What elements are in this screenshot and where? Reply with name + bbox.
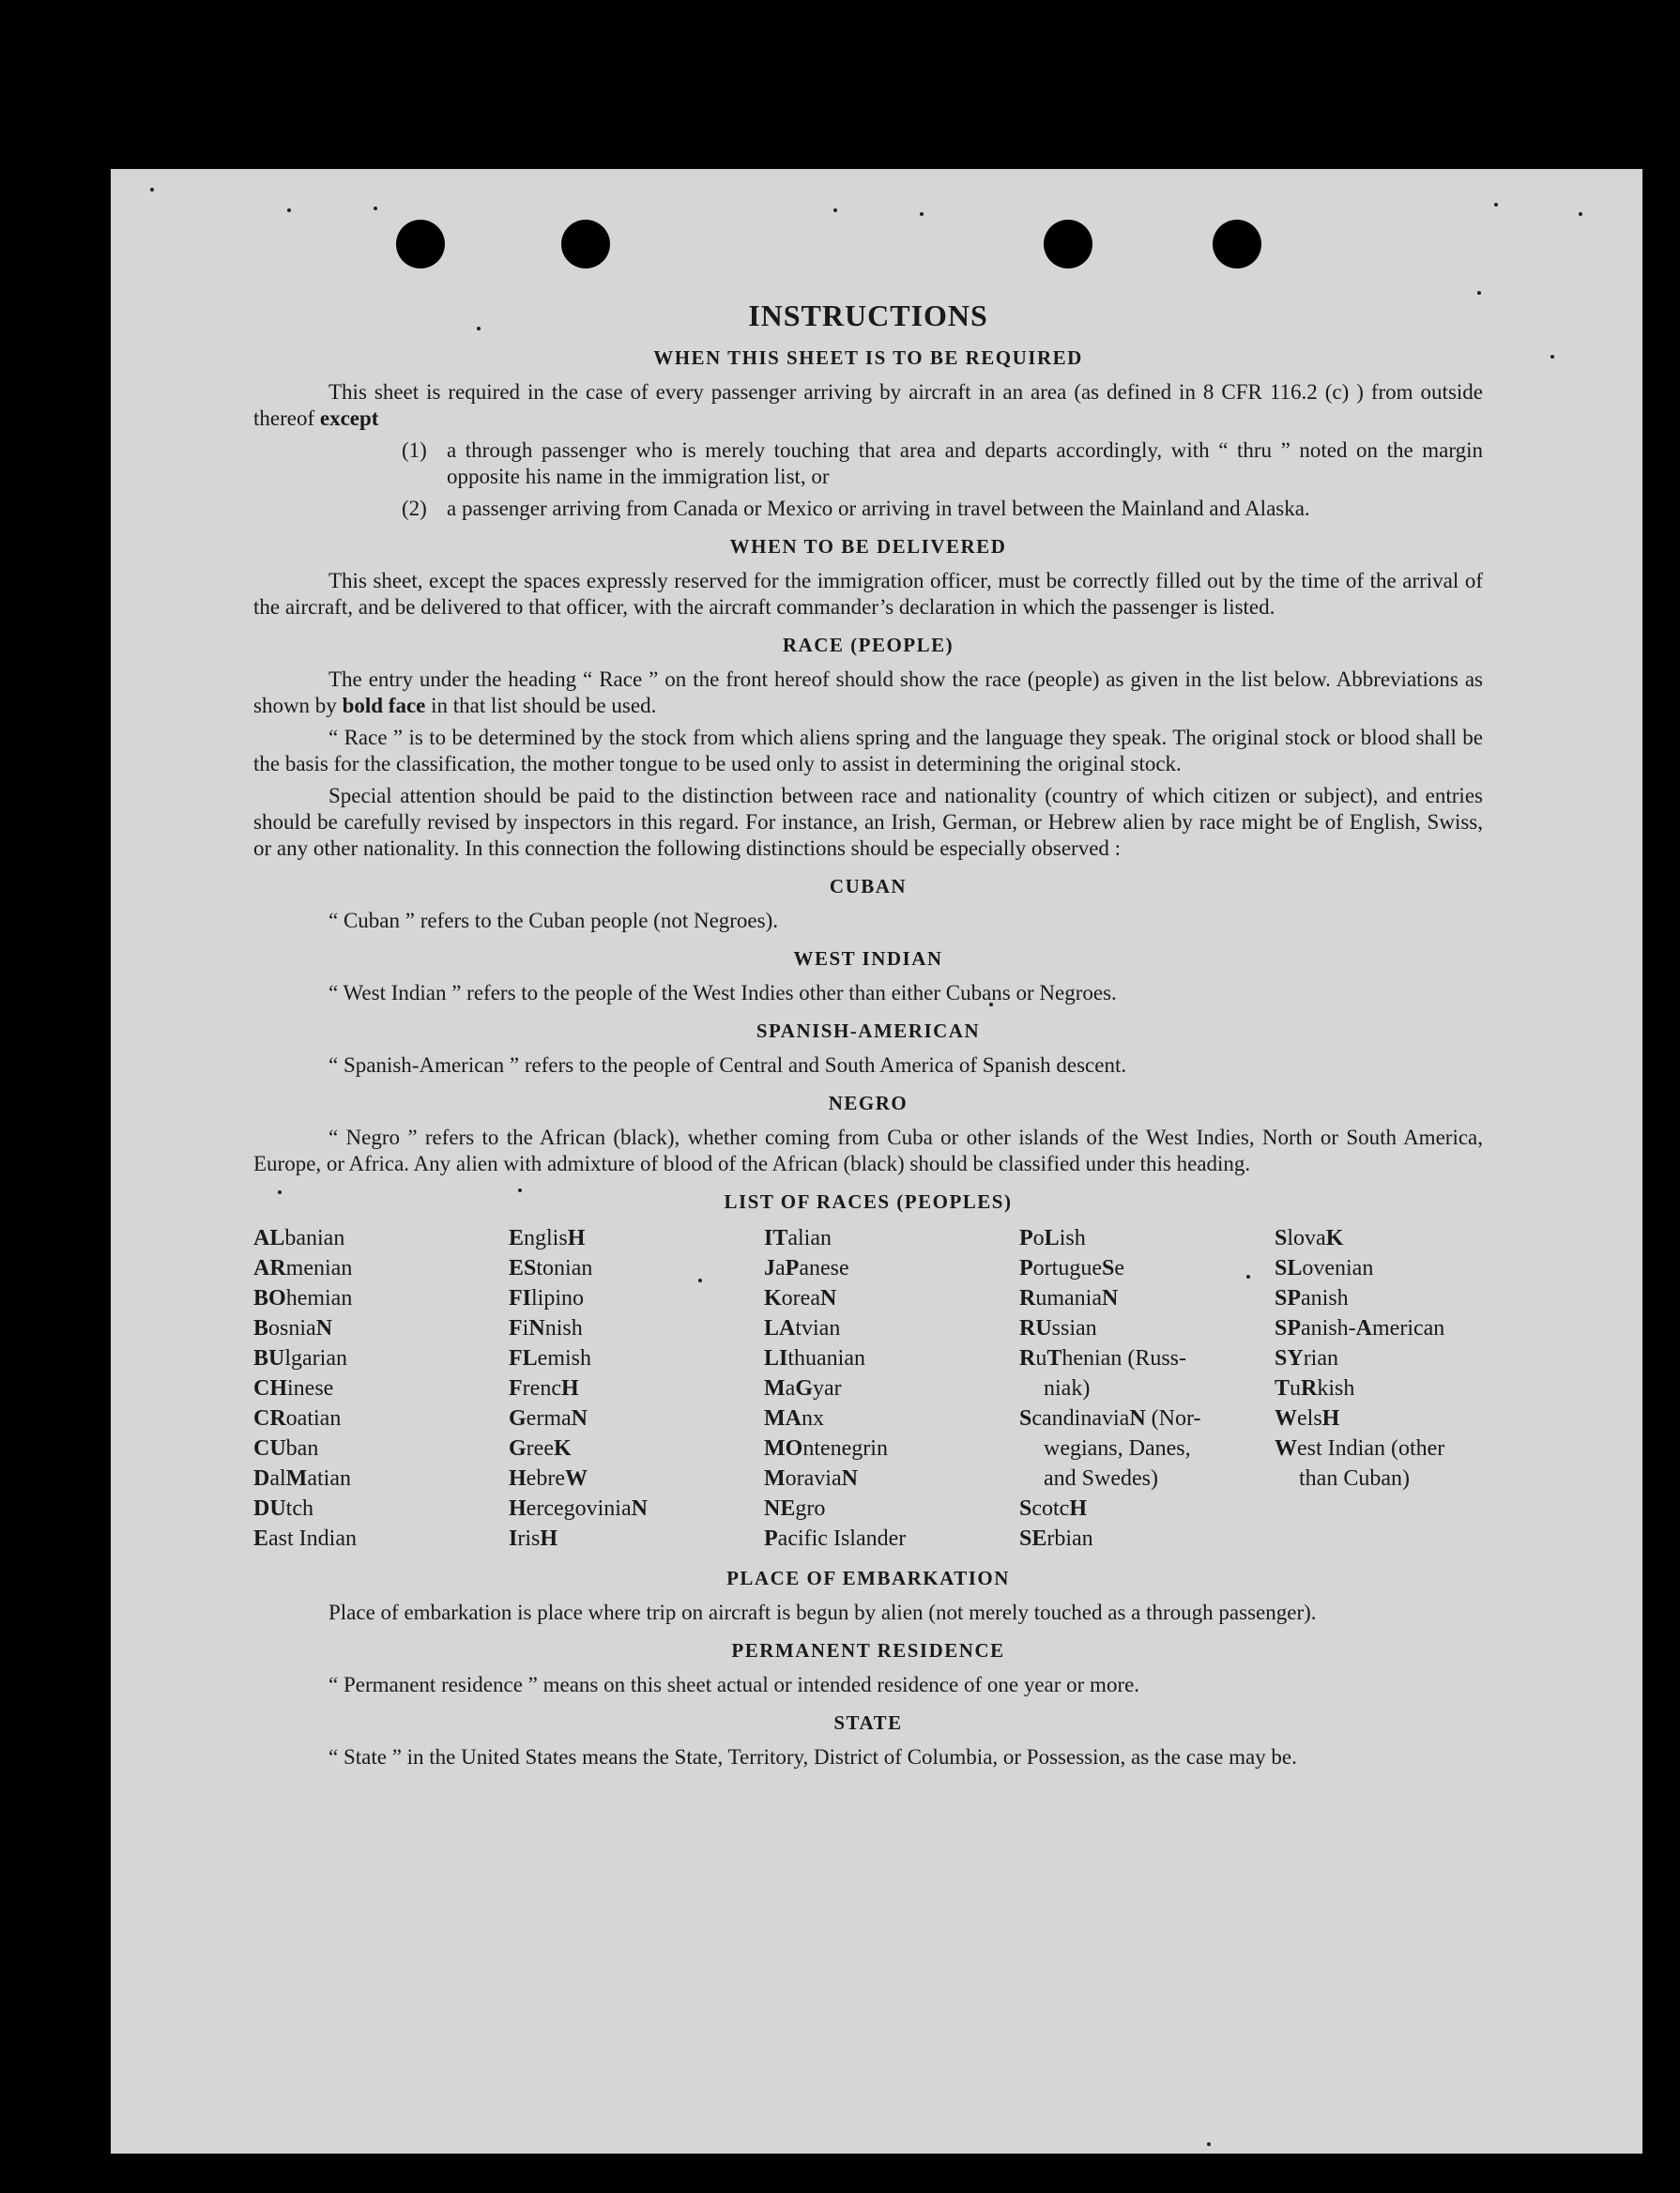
race-entry: BUlgarian bbox=[253, 1346, 347, 1371]
race-entry: SPanish bbox=[1275, 1286, 1349, 1311]
state-text: “ State ” in the United States means the State, Territory, District of Columbia, or Possession, as the case may be. bbox=[328, 1745, 1297, 1769]
race-entry: RuThenian (Russ- bbox=[1019, 1346, 1187, 1371]
race-entry: CUban bbox=[253, 1436, 319, 1461]
speck bbox=[1477, 291, 1481, 295]
race-entry: DUtch bbox=[253, 1496, 313, 1521]
race-entry: FLemish bbox=[509, 1346, 591, 1371]
race-entry: TuRkish bbox=[1275, 1376, 1355, 1401]
heading-cuban: CUBAN bbox=[829, 875, 908, 897]
race-paragraph-3: Special attention should be paid to the distinction between race and nationality (country of which citizen or subject), and entries should be carefully revised by inspectors in this regard. For instance, an Irish, German, or Hebrew alien by race might be of English, Swiss, or any other nationality. In this connection the following distinctions should be especially observed : bbox=[253, 784, 1483, 860]
embarkation-text: Place of embarkation is place where trip on aircraft is begun by alien (not merely touched as a through passenger). bbox=[328, 1601, 1317, 1624]
heading-negro: NEGRO bbox=[828, 1092, 909, 1114]
race-entry: SErbian bbox=[1019, 1526, 1093, 1551]
west-indian-text: “ West Indian ” refers to the people of the West Indies other than either Cubans or Negroes. bbox=[328, 981, 1117, 1004]
residence-text: “ Permanent residence ” means on this sheet actual or intended residence of one year or more. bbox=[328, 1673, 1140, 1696]
race-entry: DalMatian bbox=[253, 1466, 351, 1491]
race-entry: KoreaN bbox=[764, 1286, 837, 1311]
race-entry: CRoatian bbox=[253, 1406, 342, 1431]
race-entry: BOhemian bbox=[253, 1286, 353, 1311]
speck bbox=[1207, 2142, 1211, 2146]
race-entry: HercegoviniaN bbox=[509, 1496, 648, 1521]
race-entry: ARmenian bbox=[253, 1256, 353, 1281]
exception-item bbox=[253, 437, 1483, 490]
speck bbox=[150, 188, 154, 192]
race-entry: West Indian (other bbox=[1275, 1436, 1445, 1461]
exception-number: (2) bbox=[402, 497, 427, 520]
speck bbox=[1494, 203, 1498, 207]
heading-residence: PERMANENT RESIDENCE bbox=[731, 1639, 1005, 1662]
spanish-american-text: “ Spanish-American ” refers to the people of Central and South America of Spanish descent. bbox=[328, 1053, 1127, 1077]
exception-number: (1) bbox=[402, 438, 427, 462]
punch-hole bbox=[1213, 220, 1261, 268]
race-entry: SlovaK bbox=[1275, 1226, 1344, 1250]
race-entry: wegians, Danes, bbox=[1044, 1436, 1191, 1461]
speck bbox=[287, 208, 291, 212]
heading-when-required: WHEN THIS SHEET IS TO BE REQUIRED bbox=[653, 346, 1083, 369]
races-column bbox=[764, 1223, 1019, 1554]
race-entry: and Swedes) bbox=[1044, 1466, 1158, 1491]
exception-text: a passenger arriving from Canada or Mexico or arriving in travel between the Mainland and Alaska. bbox=[447, 497, 1310, 520]
heading-embarkation: PLACE OF EMBARKATION bbox=[726, 1567, 1010, 1589]
race-entry: HebreW bbox=[509, 1466, 588, 1491]
race-entry: IrisH bbox=[509, 1526, 558, 1551]
race-bold-face: bold face bbox=[342, 694, 426, 717]
race-p1-text: The entry under the heading “ Race ” on the front hereof should show the race (people) as given in the list below. Abbreviations as shown by bbox=[253, 667, 1483, 717]
races-column bbox=[1275, 1223, 1483, 1554]
race-p1-end: in that list should be used. bbox=[431, 694, 657, 717]
speck bbox=[920, 212, 924, 216]
punch-hole bbox=[396, 220, 445, 268]
race-entry: MoraviaN bbox=[764, 1466, 858, 1491]
race-entry: than Cuban) bbox=[1299, 1466, 1410, 1491]
race-entry: JaPanese bbox=[764, 1256, 849, 1281]
exception-item bbox=[253, 496, 1483, 522]
race-entry: ScandinaviaN (Nor- bbox=[1019, 1406, 1201, 1431]
exception-text: a through passenger who is merely touching that area and departs accordingly, with “ thru ” noted on the margin opposite his name in the immigration list, or bbox=[447, 438, 1483, 488]
when-required-except: except bbox=[319, 406, 379, 430]
race-paragraph-2: “ Race ” is to be determined by the stock from which aliens spring and the language they speak. The original stock or blood shall be the basis for the classification, the mother tongue to be used only to assist in determining the original stock. bbox=[253, 726, 1483, 775]
race-entry: SYrian bbox=[1275, 1346, 1338, 1371]
race-entry: SLovenian bbox=[1275, 1256, 1374, 1281]
race-entry: RumaniaN bbox=[1019, 1286, 1119, 1311]
race-entry: ITalian bbox=[764, 1226, 832, 1250]
race-entry: EStonian bbox=[509, 1256, 593, 1281]
race-entry: PoLish bbox=[1019, 1226, 1086, 1250]
race-entry: FrencH bbox=[509, 1376, 579, 1401]
instructions-content bbox=[253, 299, 1483, 1776]
race-entry: LAtvian bbox=[764, 1316, 841, 1341]
race-entry: LIthuanian bbox=[764, 1346, 865, 1371]
race-entry: SPanish-American bbox=[1275, 1316, 1445, 1341]
punch-hole bbox=[561, 220, 610, 268]
race-entry: GermaN bbox=[509, 1406, 588, 1431]
race-entry: FIlipino bbox=[509, 1286, 585, 1311]
race-entry: MOntenegrin bbox=[764, 1436, 888, 1461]
page-title: INSTRUCTIONS bbox=[748, 299, 988, 332]
speck bbox=[1579, 212, 1582, 216]
punch-hole bbox=[1044, 220, 1092, 268]
race-entry: RUssian bbox=[1019, 1316, 1097, 1341]
heading-when-delivered: WHEN TO BE DELIVERED bbox=[729, 535, 1007, 558]
race-entry: BosniaN bbox=[253, 1316, 333, 1341]
race-entry: EnglisH bbox=[509, 1226, 586, 1250]
race-entry: ScotcH bbox=[1019, 1496, 1088, 1521]
race-entry: WelsH bbox=[1275, 1406, 1340, 1431]
heading-west-indian: WEST INDIAN bbox=[793, 947, 943, 970]
race-entry: ALbanian bbox=[253, 1226, 345, 1250]
races-column bbox=[253, 1223, 509, 1554]
cuban-text: “ Cuban ” refers to the Cuban people (not Negroes). bbox=[328, 909, 779, 932]
race-entry: FiNnish bbox=[509, 1316, 583, 1341]
race-entry: MaGyar bbox=[764, 1376, 842, 1401]
speck bbox=[833, 208, 837, 212]
race-paragraph-1 bbox=[253, 667, 1483, 719]
races-column bbox=[509, 1223, 764, 1554]
when-required-intro-text: This sheet is required in the case of every passenger arriving by aircraft in an area (as defined in 8 CFR 116.2 (c) ) from outside thereof bbox=[253, 380, 1483, 430]
races-column bbox=[1019, 1223, 1275, 1554]
speck bbox=[374, 207, 377, 210]
heading-race: RACE (PEOPLE) bbox=[782, 634, 955, 656]
race-entry: MAnx bbox=[764, 1406, 824, 1431]
race-entry: Pacific Islander bbox=[764, 1526, 907, 1551]
race-entry: NEgro bbox=[764, 1496, 826, 1521]
heading-spanish-american: SPANISH-AMERICAN bbox=[756, 1020, 981, 1042]
race-entry: PortugueSe bbox=[1019, 1256, 1124, 1281]
heading-state: STATE bbox=[833, 1711, 903, 1734]
speck bbox=[1550, 355, 1554, 359]
when-delivered-text: This sheet, except the spaces expressly reserved for the immigration officer, must be correctly filled out by the time of the arrival of the aircraft, and be delivered to that officer, with the aircraft commander’s declaration in which the passenger is listed. bbox=[253, 569, 1483, 619]
negro-text: “ Negro ” refers to the African (black), whether coming from Cuba or other islands of the West Indies, North or South America, Europe, or Africa. Any alien with admixture of blood of the African (black) should be classified under this heading. bbox=[253, 1126, 1483, 1175]
race-entry: niak) bbox=[1044, 1376, 1091, 1401]
race-entry: East Indian bbox=[253, 1526, 357, 1551]
race-entry: CHinese bbox=[253, 1376, 334, 1401]
heading-list-of-races: LIST OF RACES (PEOPLES) bbox=[724, 1190, 1013, 1213]
races-table bbox=[253, 1223, 1483, 1554]
race-entry: GreeK bbox=[509, 1436, 572, 1461]
when-required-intro bbox=[253, 379, 1483, 432]
